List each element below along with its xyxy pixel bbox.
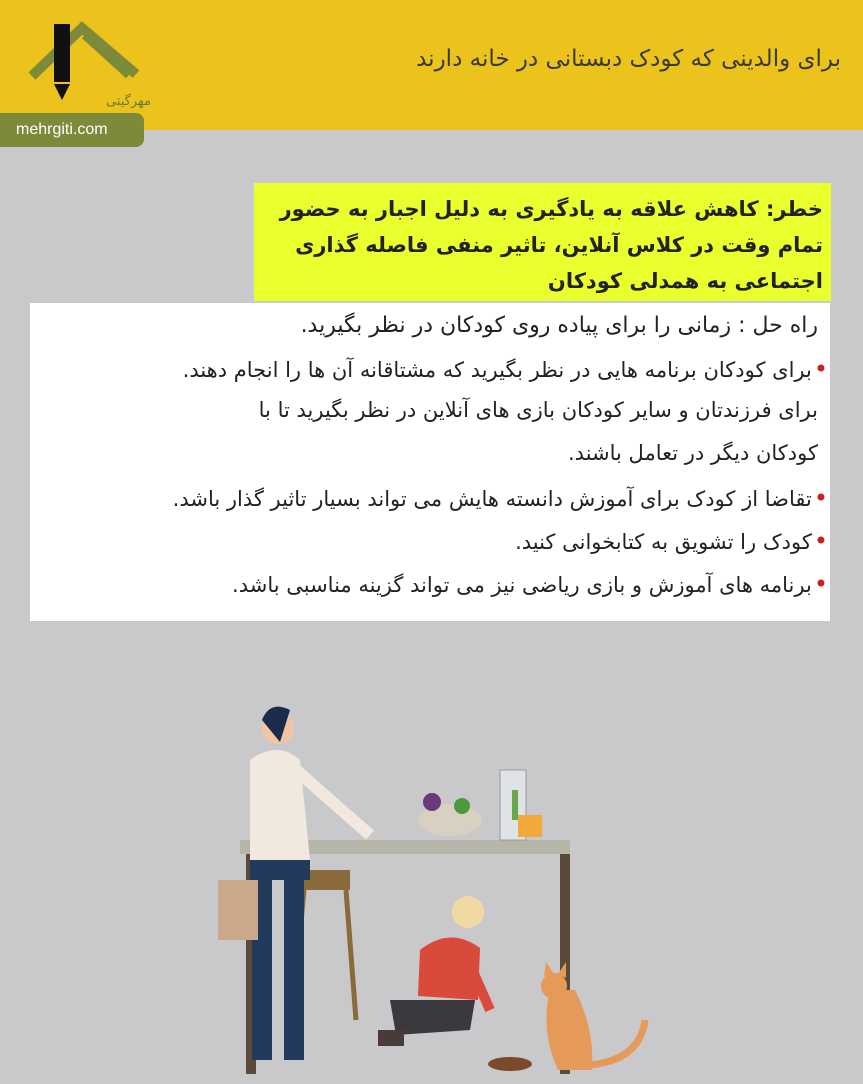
- list-item-text: کودک را تشویق به کتابخوانی کنید.: [515, 530, 812, 554]
- header-banner: [0, 0, 863, 130]
- kitchen-scene-icon: [200, 690, 680, 1080]
- family-illustration: [200, 690, 680, 1080]
- list-item: [515, 527, 828, 555]
- hazard-box: [254, 183, 831, 301]
- page-title: برای والدینی که کودک دبستانی در خانه دارند: [416, 46, 841, 72]
- logo-text: مهرگیتی: [106, 94, 151, 109]
- site-url-badge[interactable]: mehrgiti.com: [0, 113, 144, 147]
- solution-box: [30, 303, 830, 621]
- list-item-text: کودکان دیگر در تعامل باشند.: [568, 441, 818, 465]
- solution-intro: راه حل : زمانی را برای پیاده روی کودکان در نظر بگیرید.: [300, 313, 818, 338]
- list-item-text: برای کودکان برنامه هایی در نظر بگیرید که مشتاقانه آن ها را انجام دهند.: [182, 358, 812, 382]
- hazard-text: خطر: کاهش علاقه به یادگیری به دلیل اجبار به حضور تمام وقت در کلاس آنلاین، تاثیر منفی فاصله گذاری اجتماعی به همدلی کودکان: [279, 197, 823, 293]
- house-pen-logo-icon: [28, 14, 173, 114]
- list-item-continuation: [568, 441, 818, 465]
- bullet-icon: •: [813, 570, 828, 598]
- logo: [28, 14, 173, 114]
- list-item: [173, 484, 828, 512]
- bullet-icon: •: [813, 527, 828, 555]
- bullet-icon: •: [813, 355, 828, 383]
- list-item: [232, 570, 828, 598]
- list-item-text: تقاضا از کودک برای آموزش دانسته هایش می تواند بسیار تاثیر گذار باشد.: [172, 487, 812, 511]
- list-item-text: برنامه های آموزش و بازی ریاضی نیز می تواند گزینه مناسبی باشد.: [232, 573, 812, 597]
- list-item: [259, 398, 818, 422]
- bullet-icon: •: [813, 484, 828, 512]
- list-item: [183, 355, 828, 383]
- list-item-text: برای فرزندتان و سایر کودکان بازی های آنلاین در نظر بگیرید تا با: [258, 398, 818, 422]
